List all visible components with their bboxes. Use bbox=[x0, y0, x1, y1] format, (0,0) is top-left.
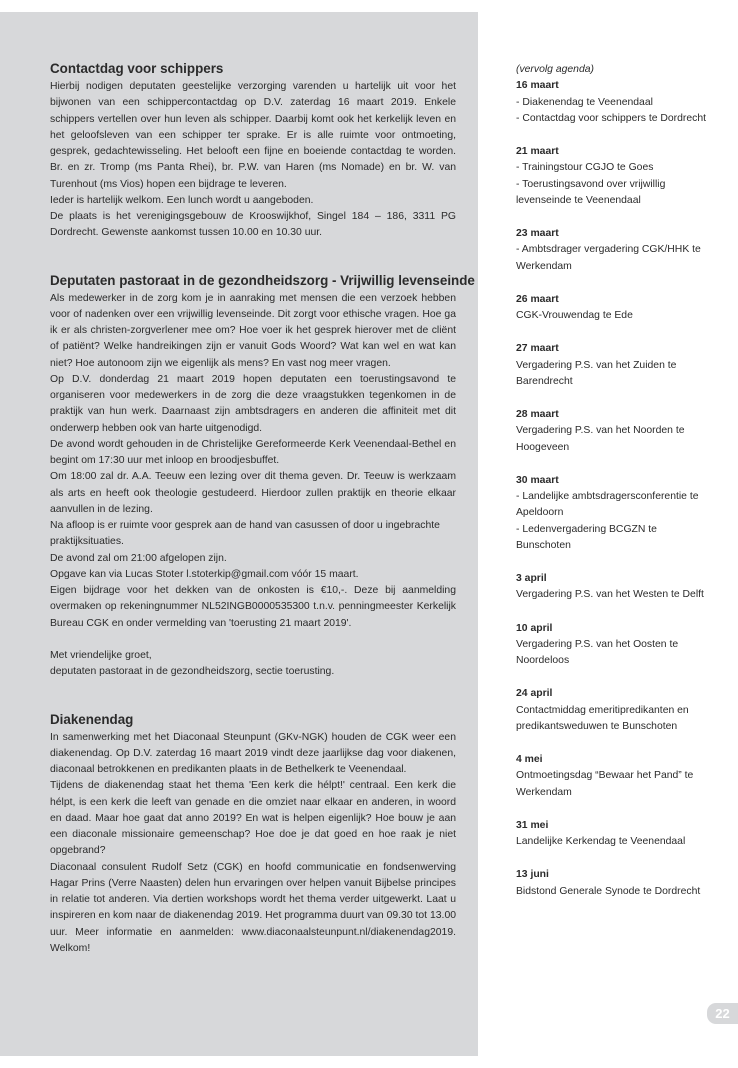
agenda-date: 30 maart bbox=[516, 474, 559, 486]
agenda-event: - Toerustingsavond over vrijwillig levenseinde te Veenendaal bbox=[516, 178, 666, 206]
agenda-event: - Diakenendag te Veenendaal bbox=[516, 96, 653, 108]
agenda-event: Vergadering P.S. van het Oosten te Noordeloos bbox=[516, 638, 679, 666]
agenda-event: Vergadering P.S. van het Westen te Delft bbox=[516, 589, 704, 601]
agenda-item bbox=[516, 686, 706, 735]
article-paragraph: Op D.V. donderdag 21 maart 2019 hopen deputaten een toerustingsavond te organiseren voor medewerkers in de zorg die deze vraagstukken tegenkomen in de praktijk van hun werk. Daarnaast zijn ambtsdragers en anderen die affiniteit met dit onderwerp hebben ook van harte uitgenodigd. bbox=[50, 373, 456, 434]
agenda-date: 26 maart bbox=[516, 293, 559, 305]
article-paragraph: Als medewerker in de zorg kom je in aanraking met mensen die een verzoek hebben voor of nadenken over een vrijwillig levenseinde. Dit zorgt voor ethische vragen. Hoe ga ik er als christen-zorgverlener mee om? Hoe voer ik het gesprek hierover met de cliënt of patiënt? Welke handreikingen zijn er vanuit Gods Woord? Wat kan wel en wat kan niet? Hoe autonoom zijn we eigenlijk als mens? En vast nog meer vragen. bbox=[50, 292, 456, 369]
article-paragraph: Tijdens de diakenendag staat het thema 'Een kerk die hélpt!' centraal. Een kerk die hélpt, is een kerk die leeft van genade en die omziet naar elkaar en anderen, in woord en daad. Maar hoe gaat dat anno 2019? En wat is helpen eigenlijk? Hoe bouw je aan een diaconale missionaire gemeenschap? Hoe doe je dat goed en hoe raak je niet opgebrand? bbox=[50, 780, 456, 857]
agenda-date: 23 maart bbox=[516, 228, 559, 239]
agenda-date: 21 maart bbox=[516, 146, 559, 157]
article-signature: deputaten pastoraat in de gezondheidszorg, sectie toerusting. bbox=[50, 666, 335, 678]
articles-column bbox=[50, 61, 475, 988]
article-paragraph: Diaconaal consulent Rudolf Setz (CGK) en hoofd communicatie en fondsenwerving Hagar Prins (Verre Naasten) delen hun ervaringen over helpen vanuit Bijbelse principes in relatie tot anderen. Via dertien workshops wordt het thema verder uitgewerkt. Laat u inspireren en kom naar de diakenendag 2019. Het programma duurt van 09.30 tot 13.00 uur. Meer informatie en aanmelden: www.diaconaalsteunpunt.nl/diakenendag2019. Welkom! bbox=[50, 861, 456, 954]
article-diakenendag bbox=[50, 712, 456, 958]
agenda-event: - Contactdag voor schippers te Dordrecht bbox=[516, 112, 707, 124]
article-paragraph: In samenwerking met het Diaconaal Steunpunt (GKv-NGK) houden de CGK weer een diakenendag. Op D.V. zaterdag 16 maart 2019 vindt deze jaarlijkse dag voor diakenen, diaconaal betrokkenen en predikanten plaats in de Bethelkerk te Veenendaal. bbox=[50, 731, 456, 775]
agenda-item bbox=[516, 144, 706, 209]
agenda-item bbox=[516, 292, 706, 325]
article-title: Contactdag voor schippers bbox=[50, 61, 224, 76]
article-paragraph: De avond wordt gehouden in de Christelijke Gereformeerde Kerk Veenendaal-Bethel en begint om 17:30 uur met inloop en broodjesbuffet. bbox=[50, 438, 456, 466]
agenda-item bbox=[516, 78, 706, 127]
agenda-date: 24 april bbox=[516, 688, 553, 700]
agenda-date: 4 mei bbox=[516, 754, 543, 765]
article-paragraph: De avond zal om 21:00 afgelopen zijn. bbox=[50, 552, 227, 564]
agenda-date: 27 maart bbox=[516, 343, 559, 355]
agenda-item bbox=[516, 621, 706, 670]
agenda-item bbox=[516, 341, 706, 390]
agenda-event: Vergadering P.S. van het Zuiden te Barendrecht bbox=[516, 359, 677, 387]
agenda-item bbox=[516, 407, 706, 456]
agenda-item bbox=[516, 473, 706, 554]
agenda-event: - Landelijke ambtsdragersconferentie te Apeldoorn bbox=[516, 491, 699, 519]
agenda-event: - Ambtsdrager vergadering CGK/HHK te Werkendam bbox=[516, 244, 701, 272]
article-paragraph: Hierbij nodigen deputaten geestelijke verzorging varenden u hartelijk uit voor het bijwonen van een schippercontactdag op D.V. zaterdag 16 maart 2019. Enkele schippers vertellen over hun leven als schipper. Daarbij komt ook het kerkelijk leven en het geloofsleven van een schipper ter sprake. Er is alle ruimte voor ontmoeting, gesprek, gedachtewisseling. Het belooft een fijne en boeiende contactdag te worden. Br. en zr. Tromp (ms Panta Rhei), br. P.W. van Haren (ms Nomade) en br. W. van Turenhout (ms Vios) hopen een bijdrage te leveren. bbox=[50, 81, 456, 190]
agenda-date: 28 maart bbox=[516, 409, 559, 420]
agenda-item bbox=[516, 226, 706, 275]
article-paragraph: Ieder is hartelijk welkom. Een lunch wordt u aangeboden. bbox=[50, 194, 314, 206]
article-paragraph: Eigen bijdrage voor het dekken van de onkosten is €10,-. Deze bij aanmelding overmaken op rekeningnummer NL52INGB0000535300 t.n.v. penningmeester Kerkelijk Bureau CGK en onder vermelding van 'toerusting 21 maart 2019'. bbox=[50, 585, 456, 629]
agenda-item bbox=[516, 752, 706, 801]
agenda-event: Contactmiddag emeritipredikanten en predikantsweduwen te Bunschoten bbox=[516, 704, 689, 732]
agenda-continuation-note: (vervolg agenda) bbox=[516, 64, 594, 75]
article-paragraph: De plaats is het verenigingsgebouw de Krooswijkhof, Singel 184 – 186, 3311 PG Dordrecht. Gewenste aankomst tussen 10.00 en 10.30 uur. bbox=[50, 211, 456, 239]
agenda-date: 31 mei bbox=[516, 819, 549, 831]
agenda-date: 16 maart bbox=[516, 80, 559, 92]
agenda-column bbox=[516, 62, 706, 917]
page-number: 22 bbox=[707, 1003, 738, 1024]
agenda-event: CGK-Vrouwendag te Ede bbox=[516, 310, 633, 321]
article-pastoraat-gezondheidszorg bbox=[50, 272, 475, 681]
agenda-date: 3 april bbox=[516, 573, 547, 584]
articles-panel bbox=[0, 12, 478, 1056]
agenda-event: Ontmoetingsdag “Bewaar het Pand” te Werkendam bbox=[516, 770, 694, 798]
article-contactdag-schippers bbox=[50, 61, 456, 242]
agenda-event: Landelijke Kerkendag te Veenendaal bbox=[516, 836, 686, 847]
article-closing: Met vriendelijke groet, bbox=[50, 650, 152, 661]
agenda-item bbox=[516, 867, 706, 900]
article-paragraph: Om 18:00 zal dr. A.A. Teeuw een lezing over dit thema geven. Dr. Teeuw is werkzaam als arts en heeft ook theologie gestudeerd. Hierdoor zullen praktijk en theorie elkaar aanvullen in de lezing. bbox=[50, 471, 456, 515]
agenda-event: Vergadering P.S. van het Noorden te Hoogeveen bbox=[516, 425, 685, 453]
article-paragraph: Na afloop is er ruimte voor gesprek aan de hand van casussen of door u ingebrachte praktijksituaties. bbox=[50, 520, 440, 548]
agenda-item bbox=[516, 571, 706, 604]
agenda-date: 10 april bbox=[516, 622, 553, 634]
agenda-date: 13 juni bbox=[516, 869, 549, 881]
article-title: Deputaten pastoraat in de gezondheidszorg - Vrijwillig levenseinde bbox=[50, 272, 475, 288]
agenda-event: Bidstond Generale Synode te Dordrecht bbox=[516, 885, 701, 897]
agenda-item bbox=[516, 818, 706, 851]
agenda-event: - Ledenvergadering BCGZN te Bunschoten bbox=[516, 523, 657, 551]
article-paragraph: Opgave kan via Lucas Stoter l.stoterkip@gmail.com vóór 15 maart. bbox=[50, 568, 359, 580]
article-title: Diakenendag bbox=[50, 711, 134, 727]
agenda-event: - Trainingstour CGJO te Goes bbox=[516, 162, 654, 174]
